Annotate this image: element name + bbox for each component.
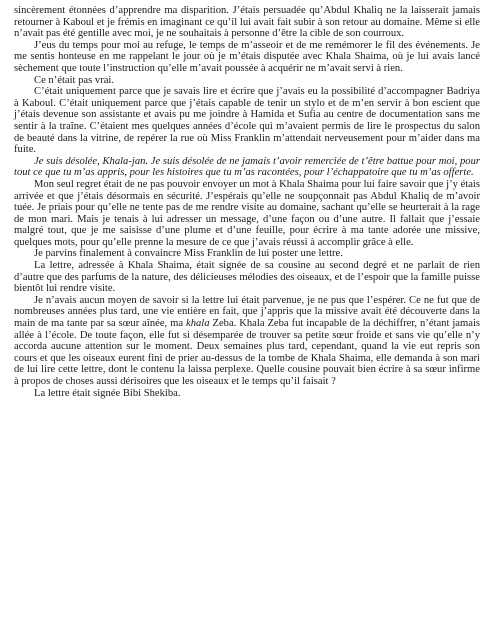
paragraph-7: [14, 248, 480, 260]
paragraph-5-italic-apology: [14, 156, 480, 179]
paragraph-6: [14, 179, 480, 249]
paragraph-text: Zeba. Khala Zeba fut incapable de la déchiffrer, n’étant jamais allée à l’école. De toute façon, elle fut si désemparée de trouver sa petite sœur froide et sans vie qu’elle n’y accorda aucune attention sur le moment. Deux semaines plus tard, cependant, quand la vie eut repris son cours et que les oiseaux eurent fini de prier au-dessus de la tombe de Khala Shaima, elle demanda à son mari de lui lire cette lettre, dont le contenu la laissa perplexe. Quelle cousine pouvait bien écrire à sa sœur infirme à propos de choses aussi dérisoires que les oiseaux et le temps qu’il faisait ?: [14, 318, 481, 387]
paragraph-text: J’eus du temps pour moi au refuge, le temps de m’asseoir et de me remémorer le fil des événements. Je me sentis honteuse en me rappelant le jour où je m’étais disputée avec Khala Shaima, où je lui avais lancé sèchement que toute l’instruction qu’elle m’avait poussée à acquérir ne m’avait servi à rien.: [14, 39, 480, 74]
paragraph-text-italic: Je suis désolée, Khala-jan. Je suis désolée de ne jamais t’avoir remerciée de t’être battue pour moi, pour tout ce que tu m’as appris, pour les histoires que tu m’as racontées, pour l’échappatoire que tu m’as offerte.: [14, 155, 480, 179]
paragraph-text: sincèrement étonnées d’apprendre ma disparition. J’étais persuadée qu’Abdul Khaliq ne la laisserait jamais retourner à Kaboul et je frémis en imaginant ce qu’il lui avait fait subir à son retour au domaine. Même si elle n’avait pas été gentille avec moi, je ne souhaitais à personne d’être la cible de son courroux.: [14, 5, 480, 40]
paragraph-3: [14, 75, 480, 87]
paragraph-8: [14, 260, 480, 295]
paragraph-text: La lettre était signée Bibi Shekiba.: [34, 387, 181, 399]
page-text-block: [14, 5, 480, 399]
paragraph-text: Je parvins finalement à convaincre Miss Franklin de lui poster une lettre.: [34, 248, 343, 260]
paragraph-4: [14, 86, 480, 156]
paragraph-10: [14, 388, 480, 400]
paragraph-text: C’était uniquement parce que je savais lire et écrire que j’avais eu la possibilité d’accompagner Badriya à Kaboul. C’était uniquement parce que j’étais capable de tenir un stylo et de m’en servir à bon escient que j’étais devenue son assistante et avais pu me joindre à Hamida et Sufia au centre de documentation sans me sentir à la traîne. C’étaient mes quelques années d’école qui m’avaient permis de lire le prospectus du salon de beauté dans la vitrine, de repérer la rue où Miss Franklin m’attendait nerveusement pour m’aider dans ma fuite.: [14, 86, 480, 156]
paragraph-text: Je n’avais aucun moyen de savoir si la lettre lui était parvenue, je ne pus que l’espérer. Ce ne fut que de nombreuses années plus tard, une vie entière en fait, que j’appris que la missive avait été découverte dans la main de ma tante par sa sœur aînée, ma: [14, 294, 480, 330]
paragraph-2: [14, 40, 480, 75]
paragraph-text: La lettre, adressée à Khala Shaima, était signée de sa cousine au second degré et ne parlait de rien d’autre que des parfums de la nature, des délicieuses mélodies des oiseaux, et de l’espoir que la famille puisse bientôt lui rendre visite.: [14, 260, 480, 295]
paragraph-text: Ce n’était pas vrai.: [34, 74, 115, 86]
paragraph-1: [14, 5, 480, 40]
paragraph-text-italic-word: khala: [186, 318, 210, 330]
paragraph-text: Mon seul regret était de ne pas pouvoir envoyer un mot à Khala Shaima pour lui faire savoir que j’y étais arrivée et que j’étais désormais en sécurité. J’espérais qu’elle ne soupçonnait pas Abdul Khaliq de m’avoir tuée. Je priais pour qu’elle ne tente pas de me rendre visite au domaine, sachant qu’elle se heurterait à la rage de mon mari. Mais je tenais à lui adresser un message, d’une façon ou d’une autre. Il fallait que j’essaie malgré tout, que je me saisisse d’une plume et d’une feuille, pour écrire à ma tante adorée une missive, quelques mots, pour qu’elle prenne la mesure de ce que j’avais réussi à accomplir grâce à elle.: [14, 178, 480, 248]
paragraph-9: [14, 295, 480, 388]
